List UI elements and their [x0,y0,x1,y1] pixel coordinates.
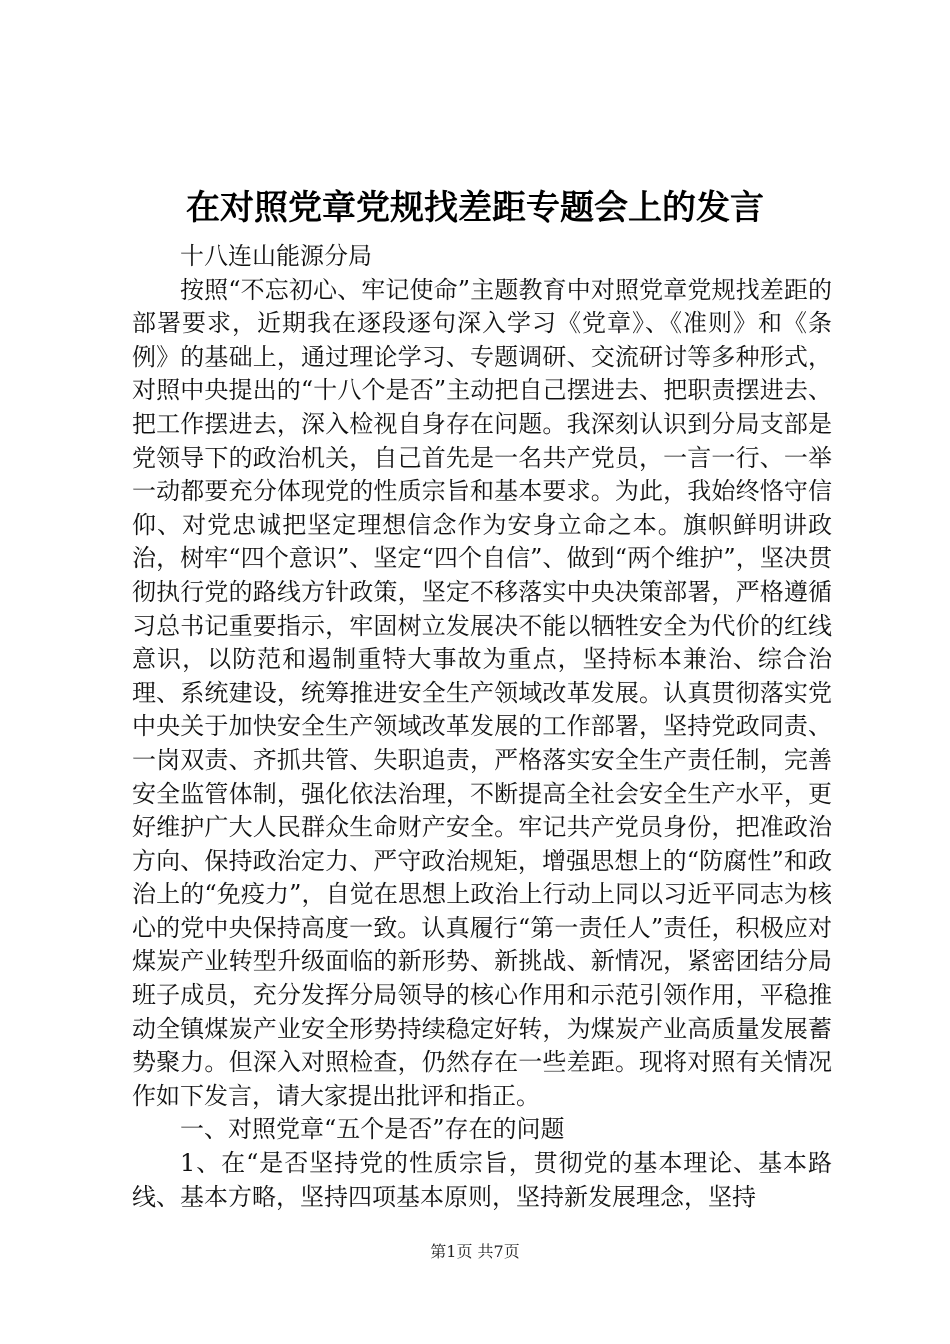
section-heading: 一、对照党章“五个是否”存在的问题 [180,1115,565,1144]
author-line: 十八连山能源分局 [180,242,372,270]
body-paragraph: 按照“不忘初心、牢记使命”主题教育中对照党章党规找差距的部署要求，近期我在逐段逐句深入学习《党章》、《准则》和《条例》的基础上，通过理论学习、专题调研、交流研讨等多种形式，对照中央提出的“十八个是否”主动把自己摆进去、把职责摆进去、把工作摆进去，深入检视自身存在问题。我深刻认识到分局支部是党领导下的政治机关，自己首先是一名共产党员，一言一行、一举一动都要充分体现党的性质宗旨和基本要求。为此，我始终恪守信仰、对党忠诚把坚定理想信念作为安身立命之本。旗帜鲜明讲政治，树牢“四个意识”、坚定“四个自信”、做到“两个维护”，坚决贯彻执行党的路线方针政策，坚定不移落实中央决策部署，严格遵循习总书记重要指示，牢固树立发展决不能以牺牲安全为代价的红线意识，以防范和遏制重特大事故为重点，坚持标本兼治、综合治理、系统建设，统筹推进安全生产领域改革发展。认真贯彻落实党中央关于加快安全生产领域改革发展的工作部署，坚持党政同责、一岗双责、齐抓共管、失职追责，严格落实安全生产责任制，完善安全监管体制，强化依法治理，不断提高全社会安全生产水平，更好维护广大人民群众生命财产安全。牢记共产党员身份，把准政治方向、保持政治定力、严守政治规矩，增强思想上的“防腐性”和政治上的“免疫力”，自觉在思想上政治上行动上同以习近平同志为核心的党中央保持高度一致。认真履行“第一责任人”责任，积极应对煤炭产业转型升级面临的新形势、新挑战、新情况，紧密团结分局班子成员，充分发挥分局领导的核心作用和示范引领作用，平稳推动全镇煤炭产业安全形势持续稳定好转，为煤炭产业高质量发展蓄势聚力。但深入对照检查，仍然存在一些差距。现将对照有关情况作如下发言，请大家提出批评和指正。 [132,275,832,1110]
document-body [132,240,832,1214]
body-paragraph: 1、在“是否坚持党的性质宗旨，贯彻党的基本理论、基本路线、基本方略，坚持四项基本原则，坚持新发展理念，坚持 [132,1149,832,1211]
page-number-footer: 第1页 共7页 [430,1242,520,1261]
document-title: 在对照党章党规找差距专题会上的发言 [186,188,764,228]
